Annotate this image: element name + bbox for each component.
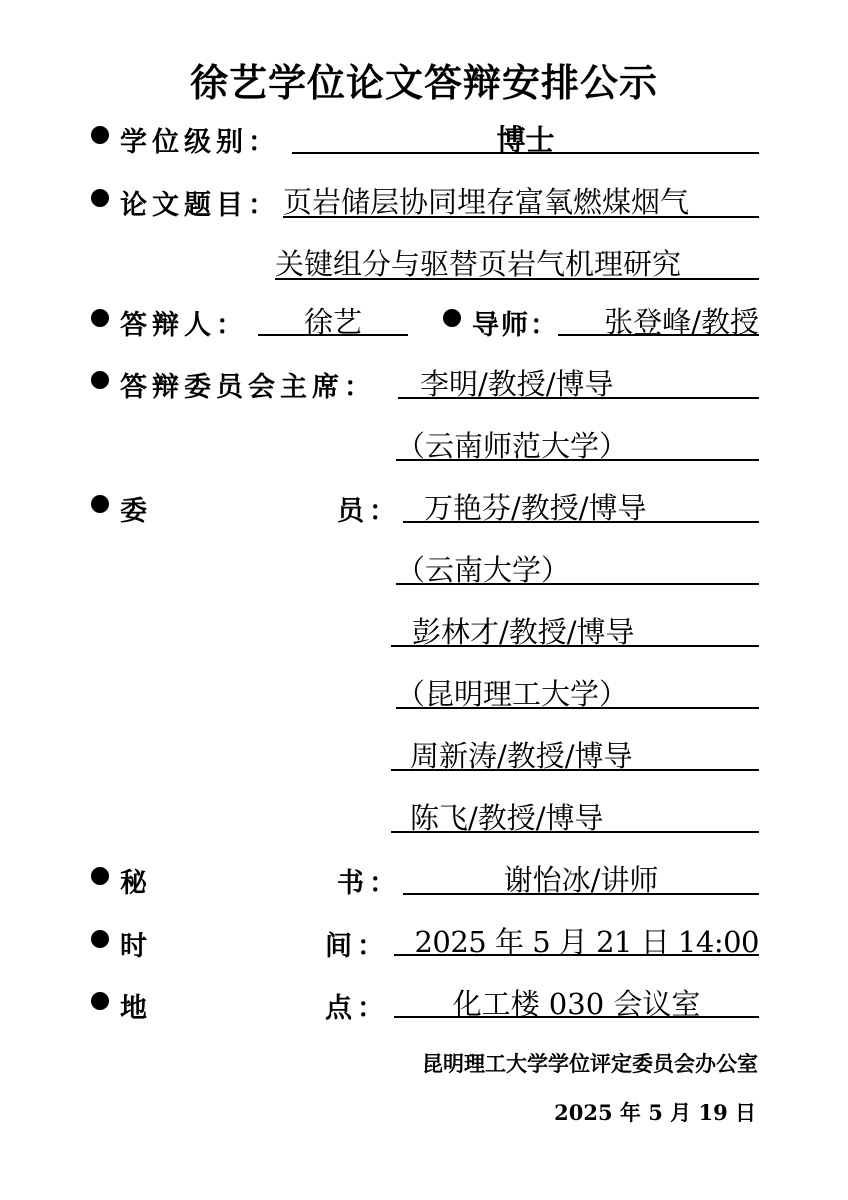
bullet-icon	[91, 371, 109, 389]
bullet-icon	[91, 930, 109, 948]
page-title: 徐艺学位论文答辩安排公示	[189, 61, 658, 105]
advisor-value: 张登峰/教授	[604, 305, 759, 339]
member-underline-5	[391, 769, 759, 771]
thesis-underline-1	[283, 216, 759, 218]
member-underline-3	[391, 645, 759, 647]
bullet-icon	[91, 867, 109, 885]
thesis-label: 论文题目：	[120, 190, 280, 221]
member-line-2: （云南大学）	[396, 553, 571, 587]
member-underline-1	[403, 521, 759, 523]
defender-label: 答辩人：	[120, 310, 248, 341]
secretary-label-left: 秘	[120, 868, 152, 899]
chair-label: 答辩委员会主席：	[120, 372, 376, 403]
chair-underline-2	[396, 459, 759, 461]
degree-label: 学位级别：	[120, 127, 280, 158]
place-label-left: 地	[120, 993, 152, 1024]
place-label-right: 点：	[325, 993, 389, 1024]
advisor-underline	[558, 334, 759, 336]
member-line-5: 周新涛/教授/博导	[410, 739, 633, 773]
issuing-office: 昆明理工大学学位评定委员会办公室	[422, 1051, 758, 1076]
advisor-label: 导师：	[472, 310, 559, 341]
time-label-left: 时	[120, 931, 152, 962]
degree-underline	[292, 152, 759, 154]
bullet-icon	[91, 309, 109, 327]
defender-underline	[258, 334, 408, 336]
bullet-icon	[91, 495, 109, 513]
issue-date: 2025 年 5 月 19 日	[554, 1100, 756, 1125]
member-line-6: 陈飞/教授/博导	[410, 801, 604, 835]
secretary-underline	[403, 893, 759, 895]
place-value: 化工楼 030 会议室	[452, 987, 701, 1021]
member-underline-6	[391, 831, 759, 833]
time-underline	[394, 954, 759, 956]
members-label-left: 委	[120, 496, 152, 527]
chair-affiliation: （云南师范大学）	[396, 429, 629, 463]
defender-value: 徐艺	[303, 305, 362, 339]
member-line-4: （昆明理工大学）	[396, 677, 629, 711]
time-value: 2025 年 5 月 21 日 14:00	[414, 925, 759, 959]
chair-name: 李明/教授/博导	[420, 367, 614, 401]
bullet-icon	[443, 309, 461, 327]
degree-value: 博士	[496, 123, 555, 157]
thesis-title-line-1: 页岩储层协同埋存富氧燃煤烟气	[283, 185, 690, 219]
members-label-right: 员：	[337, 496, 401, 527]
thesis-underline-2	[275, 278, 759, 280]
thesis-title-line-2: 关键组分与驱替页岩气机理研究	[275, 247, 682, 281]
bullet-icon	[91, 126, 109, 144]
bullet-icon	[91, 189, 109, 207]
member-line-3: 彭林才/教授/博导	[412, 615, 635, 649]
member-underline-4	[396, 707, 759, 709]
member-line-1: 万艳芬/教授/博导	[424, 491, 647, 525]
chair-underline-1	[398, 397, 759, 399]
member-underline-2	[396, 583, 759, 585]
time-label-right: 间：	[325, 931, 389, 962]
secretary-label-right: 书：	[337, 868, 401, 899]
secretary-value: 谢怡冰/讲师	[503, 863, 659, 897]
bullet-icon	[91, 992, 109, 1010]
place-underline	[394, 1016, 759, 1018]
